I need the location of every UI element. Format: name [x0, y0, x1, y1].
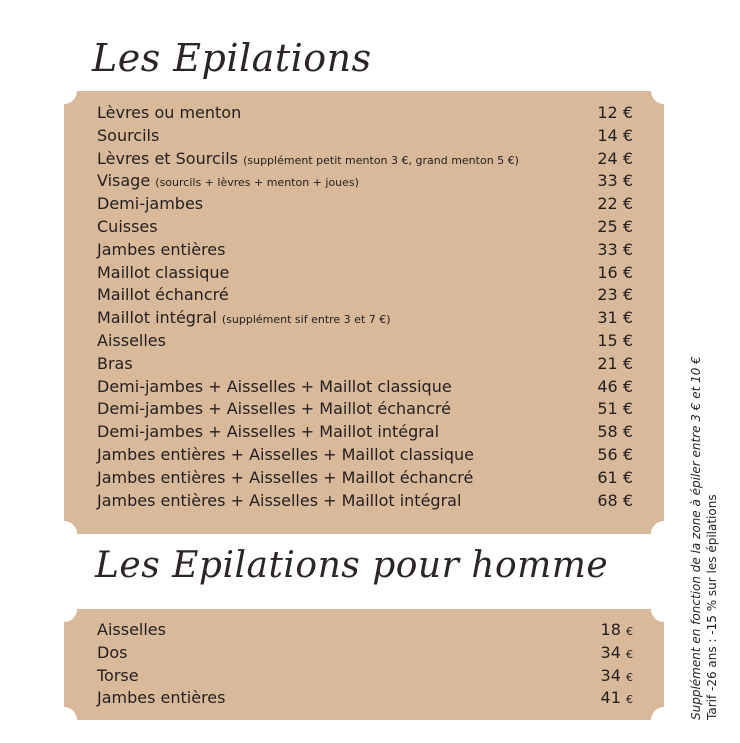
currency-symbol: €: [622, 376, 633, 396]
price-value: 56: [597, 444, 618, 464]
price-row: [97, 399, 633, 422]
currency-symbol: €: [622, 125, 633, 145]
service-item: [97, 308, 391, 327]
currency-symbol: €: [622, 308, 633, 328]
service-price: [597, 149, 633, 168]
service-label: Cuisses: [97, 216, 158, 236]
price-value: 33: [597, 239, 618, 259]
service-label: Aisselles: [97, 620, 166, 639]
currency-symbol: €: [626, 625, 633, 638]
section-title-men: Les Epilations pour homme: [95, 545, 609, 586]
service-price: [597, 445, 633, 464]
service-price: [597, 377, 633, 396]
service-label: Maillot échancré: [97, 285, 229, 305]
price-value: 25: [597, 216, 618, 236]
price-value: 21: [597, 353, 618, 373]
price-list: [97, 103, 633, 513]
service-item: [97, 377, 452, 396]
price-value: 68: [597, 490, 618, 510]
price-value: 12: [597, 103, 618, 122]
service-price: [597, 354, 633, 373]
service-label: Maillot classique: [97, 262, 230, 282]
service-label: Bras: [97, 353, 133, 373]
service-item: [97, 194, 203, 213]
price-list: [97, 620, 633, 711]
service-item: [97, 171, 359, 190]
currency-symbol: €: [626, 693, 633, 707]
service-label: Maillot intégral: [97, 308, 217, 328]
currency-symbol: €: [626, 647, 633, 661]
service-item: [97, 103, 241, 122]
price-row: [97, 620, 633, 643]
service-price: [597, 468, 633, 487]
price-row: [97, 263, 633, 286]
service-item: [97, 217, 158, 236]
price-row: [97, 666, 633, 689]
service-note: (sourcils + lèvres + menton + joues): [155, 176, 359, 190]
currency-symbol: €: [622, 330, 633, 350]
currency-symbol: €: [622, 353, 633, 373]
service-price: [601, 643, 633, 662]
price-panel-men: [64, 609, 664, 720]
price-value: 46: [597, 376, 618, 396]
service-item: [97, 399, 451, 418]
currency-symbol: €: [622, 194, 633, 214]
price-value: 24: [597, 148, 618, 168]
service-price: [597, 263, 633, 282]
service-label: Torse: [97, 665, 139, 685]
service-item: [97, 422, 439, 441]
side-note-discount: Tarif -26 ans : -15 % sur les épilations: [705, 494, 719, 720]
price-panel-women: [64, 91, 664, 534]
price-row: [97, 217, 633, 240]
currency-symbol: €: [622, 467, 633, 487]
service-item: [97, 620, 166, 639]
service-label: Jambes entières: [97, 688, 226, 708]
price-row: [97, 126, 633, 149]
service-item: [97, 263, 229, 282]
service-label: Sourcils: [97, 125, 160, 145]
service-item: [97, 331, 166, 350]
service-item: [97, 445, 474, 464]
currency-symbol: €: [626, 670, 633, 684]
price-value: 31: [597, 308, 618, 328]
price-row: [97, 331, 633, 354]
service-item: [97, 643, 127, 662]
service-label: Demi-jambes + Aisselles + Maillot intégral: [97, 422, 440, 442]
service-label: Jambes entières + Aisselles + Maillot classique: [97, 444, 475, 464]
price-row: [97, 285, 633, 308]
service-item: [97, 666, 139, 685]
service-price: [601, 688, 633, 707]
price-value: 18: [600, 620, 621, 639]
price-row: [97, 688, 633, 711]
currency-symbol: €: [622, 399, 633, 419]
service-note: (supplément sif entre 3 et 7 €): [221, 313, 391, 327]
service-item: [97, 688, 225, 707]
service-price: [597, 217, 633, 236]
currency-symbol: €: [622, 216, 633, 236]
price-row: [97, 354, 633, 377]
price-value: 16: [597, 262, 618, 282]
service-item: [97, 240, 225, 259]
price-value: 51: [597, 399, 618, 419]
price-value: 14: [597, 125, 618, 145]
service-item: [97, 491, 461, 510]
price-row: [97, 491, 633, 514]
price-row: [97, 149, 633, 172]
price-value: 41: [600, 688, 621, 708]
price-row: [97, 240, 633, 263]
price-row: [97, 171, 633, 194]
price-value: 34: [600, 642, 621, 662]
service-price: [601, 620, 633, 639]
price-value: 61: [597, 467, 618, 487]
service-price: [597, 491, 633, 510]
service-label: Jambes entières + Aisselles + Maillot échancré: [97, 467, 474, 487]
service-label: Demi-jambes: [97, 194, 204, 214]
currency-symbol: €: [622, 103, 633, 122]
service-label: Lèvres ou menton: [97, 103, 242, 122]
service-price: [597, 240, 633, 259]
currency-symbol: €: [622, 490, 633, 510]
service-price: [597, 285, 633, 304]
service-price: [597, 103, 633, 122]
service-item: [97, 468, 473, 487]
service-label: Lèvres et Sourcils: [97, 148, 238, 168]
service-item: [97, 354, 133, 373]
service-label: Visage: [97, 171, 151, 191]
service-price: [597, 194, 633, 213]
currency-symbol: €: [622, 239, 633, 259]
price-value: 23: [597, 285, 618, 305]
price-row: [97, 377, 633, 400]
service-label: Jambes entières + Aisselles + Maillot intégral: [97, 490, 462, 510]
price-row: [97, 103, 633, 126]
price-row: [97, 468, 633, 491]
price-value: 15: [597, 330, 618, 350]
currency-symbol: €: [622, 285, 633, 305]
currency-symbol: €: [622, 444, 633, 464]
service-label: Demi-jambes + Aisselles + Maillot classique: [97, 376, 452, 396]
service-price: [597, 308, 633, 327]
price-value: 33: [597, 171, 618, 191]
price-row: [97, 308, 633, 331]
service-price: [597, 126, 633, 145]
side-note: [688, 300, 720, 720]
service-label: Demi-jambes + Aisselles + Maillot échancré: [97, 399, 451, 419]
currency-symbol: €: [622, 148, 633, 168]
price-value: 22: [597, 194, 618, 214]
price-row: [97, 445, 633, 468]
service-price: [597, 331, 633, 350]
service-note: (supplément petit menton 3 €, grand menton 5 €): [243, 153, 519, 167]
service-label: Dos: [97, 642, 128, 662]
service-item: [97, 149, 519, 168]
price-row: [97, 194, 633, 217]
service-price: [601, 666, 633, 685]
section-title-women: Les Epilations: [92, 36, 372, 80]
price-value: 34: [600, 665, 621, 685]
price-row: [97, 422, 633, 445]
price-value: 58: [597, 422, 618, 442]
price-row: [97, 643, 633, 666]
service-item: [97, 285, 229, 304]
service-price: [597, 399, 633, 418]
currency-symbol: €: [622, 422, 633, 442]
service-label: Aisselles: [97, 330, 166, 350]
side-note-supplement: Supplément en fonction de la zone à épiler entre 3 € et 10 €: [689, 356, 703, 720]
currency-symbol: €: [622, 171, 633, 191]
currency-symbol: €: [622, 262, 633, 282]
service-item: [97, 126, 159, 145]
service-label: Jambes entières: [97, 239, 226, 259]
service-price: [597, 171, 633, 190]
service-price: [597, 422, 633, 441]
